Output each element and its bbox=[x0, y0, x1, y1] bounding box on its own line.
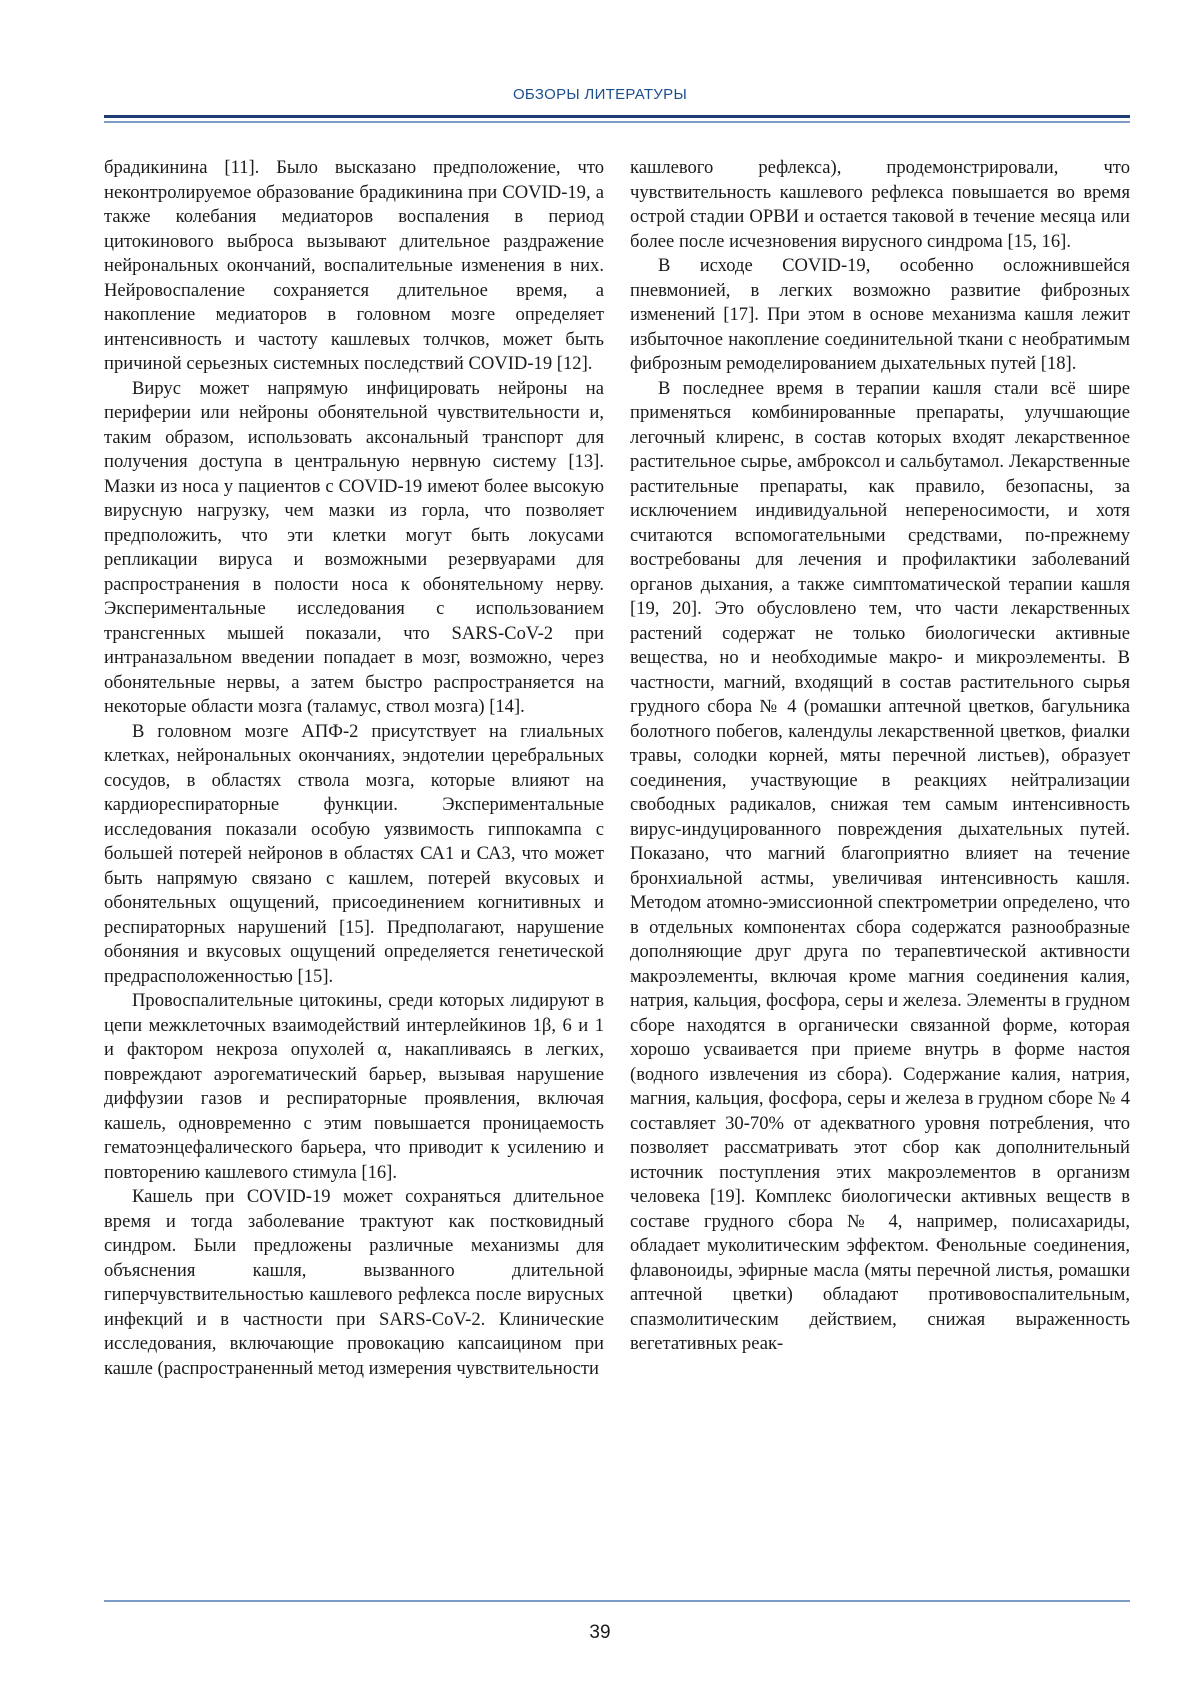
paragraph: Кашель при COVID-19 может сохраняться длительное время и тогда заболевание трактуют как постковидный синдром. Были предложены различные механизмы для объяснения кашля, вызванного длительной гиперчувствительностью кашлевого рефлекса после вирусных инфекций и в частности при SARS-CoV-2. Клинические исследования, включающие провокацию капсаицином при кашле (распространенный метод измерения чувствительности bbox=[104, 1186, 604, 1379]
page-number: 39 bbox=[589, 1622, 611, 1643]
header-rule-thin bbox=[104, 121, 1130, 123]
section-header: ОБЗОРЫ ЛИТЕРАТУРЫ bbox=[512, 86, 688, 103]
paragraph: кашлевого рефлекса), продемонстрировали, что чувствительность кашлевого рефлекса повышается во время острой стадии ОРВИ и остается таковой в течение месяца или более после исчезновения вирусного синдрома [15, 16]. bbox=[630, 157, 1130, 252]
paragraph: В головном мозге АПФ-2 присутствует на глиальных клетках, нейрональных окончаниях, эндотелии церебральных сосудов, в областях ствола мозга, которые влияют на кардиореспираторные функции. Экспериментальные исследования показали особую уязвимость гиппокампа с большей потерей нейронов в областях СА1 и СА3, что может быть напрямую связано с кашлем, потерей вкусовых и обонятельных ощущений, присоединением когнитивных и респираторных нарушений [15]. Предполагают, нарушение обоняния и вкусовых ощущений определяется генетической предрасположенностью [15]. bbox=[104, 720, 604, 987]
left-column bbox=[104, 156, 604, 1381]
right-column bbox=[630, 156, 1130, 1357]
paragraph: Провоспалительные цитокины, среди которых лидируют в цепи межклеточных взаимодействий интерлейкинов 1β, 6 и 1 и фактором некроза опухолей α, накапливаясь в легких, повреждают аэрогематический барьер, вызывая нарушение диффузии газов и респираторные проявления, включая кашель, одновременно с этим повышается проницаемость гематоэнцефалического барьера, что приводит к усилению и повторению кашлевого стимула [16]. bbox=[104, 990, 604, 1183]
header-rule-thick bbox=[104, 115, 1130, 118]
paragraph: брадикинина [11]. Было высказано предположение, что неконтролируемое образование брадикинина при COVID-19, а также колебания медиаторов воспаления в период цитокинового выброса вызывают длительное раздражение нейрональных окончаний, воспалительные изменения в них. Нейровоспаление сохраняется длительное время, а накопление медиаторов в головном мозге определяет интенсивность и частоту кашлевых толчков, может быть причиной серьезных системных последствий COVID-19 [12]. bbox=[104, 157, 604, 374]
paragraph: В исходе COVID-19, особенно осложнившейся пневмонией, в легких возможно развитие фиброзных изменений [17]. При этом в основе механизма кашля лежит избыточное накопление соединительной ткани с необратимым фиброзным ремоделированием дыхательных путей [18]. bbox=[630, 255, 1130, 374]
paragraph: Вирус может напрямую инфицировать нейроны на периферии или нейроны обонятельной чувствительности и, таким образом, использовать аксональный транспорт для получения доступа в центральную нервную систему [13]. Мазки из носа у пациентов с COVID-19 имеют более высокую вирусную нагрузку, чем мазки из горла, что позволяет предположить, что эти клетки могут быть локусами репликации вируса и возможными резервуарами для распространения в полости носа к обонятельному нерву. Экспериментальные исследования с использованием трансгенных мышей показали, что SARS-CoV-2 при интраназальном введении попадает в мозг, возможно, через обонятельные нервы, а затем быстро распространяется на некоторые области мозга (таламус, ствол мозга) [14]. bbox=[104, 377, 604, 717]
footer-rule bbox=[104, 1600, 1130, 1602]
paragraph: В последнее время в терапии кашля стали всё шире применяться комбинированные препараты, улучшающие легочный клиренс, в состав которых входят лекарственное растительное сырье, амброксол и сальбутамол. Лекарственные растительные препараты, как правило, безопасны, за исключением индивидуальной непереносимости, и хотя считаются вспомогательными средствами, по-прежнему востребованы для лечения и профилактики заболеваний органов дыхания, а также симптоматической терапии кашля [19, 20]. Это обусловлено тем, что части лекарственных растений содержат не только биологически активные вещества, но и необходимые макро- и микроэлементы. В частности, магний, входящий в состав растительного сырья грудного сбора № 4 (ромашки аптечной цветков, багульника болотного побегов, календулы лекарственной цветков, фиалки травы, солодки корней, мяты перечной листьев), образует соединения, участвующие в реакциях нейтрализации свободных радикалов, снижая тем самым интенсивность вирус-индуцированного повреждения дыхательных путей. Показано, что магний благоприятно влияет на течение бронхиальной астмы, увеличивая интенсивность кашля. Методом атомно-эмиссионной спектрометрии определено, что в отдельных компонентах сбора содержатся разнообразные дополняющие друг друга по терапевтической активности макроэлементы, включая кроме магния соединения калия, натрия, кальция, фосфора, серы и железа. Элементы в грудном сборе находятся в органически связанной форме, которая хорошо усваивается при приеме внутрь в форме настоя (водного извлечения из сбора). Содержание калия, натрия, магния, кальция, фосфора, серы и железа в грудном сборе № 4 составляет 30-70% от адекватного уровня потребления, что позволяет рассматривать этот сбор как дополнительный источник поступления этих макроэлементов в организм человека [19]. Комплекс биологически активных веществ в составе грудного сбора № 4, например, полисахариды, обладает муколитическим эффектом. Фенольные соединения, флавоноиды, эфирные масла (мяты перечной листья, ромашки аптечной цветки) обладают противовоспалительным, спазмолитическим действием, снижая выраженность вегетативных реак- bbox=[630, 377, 1130, 1354]
